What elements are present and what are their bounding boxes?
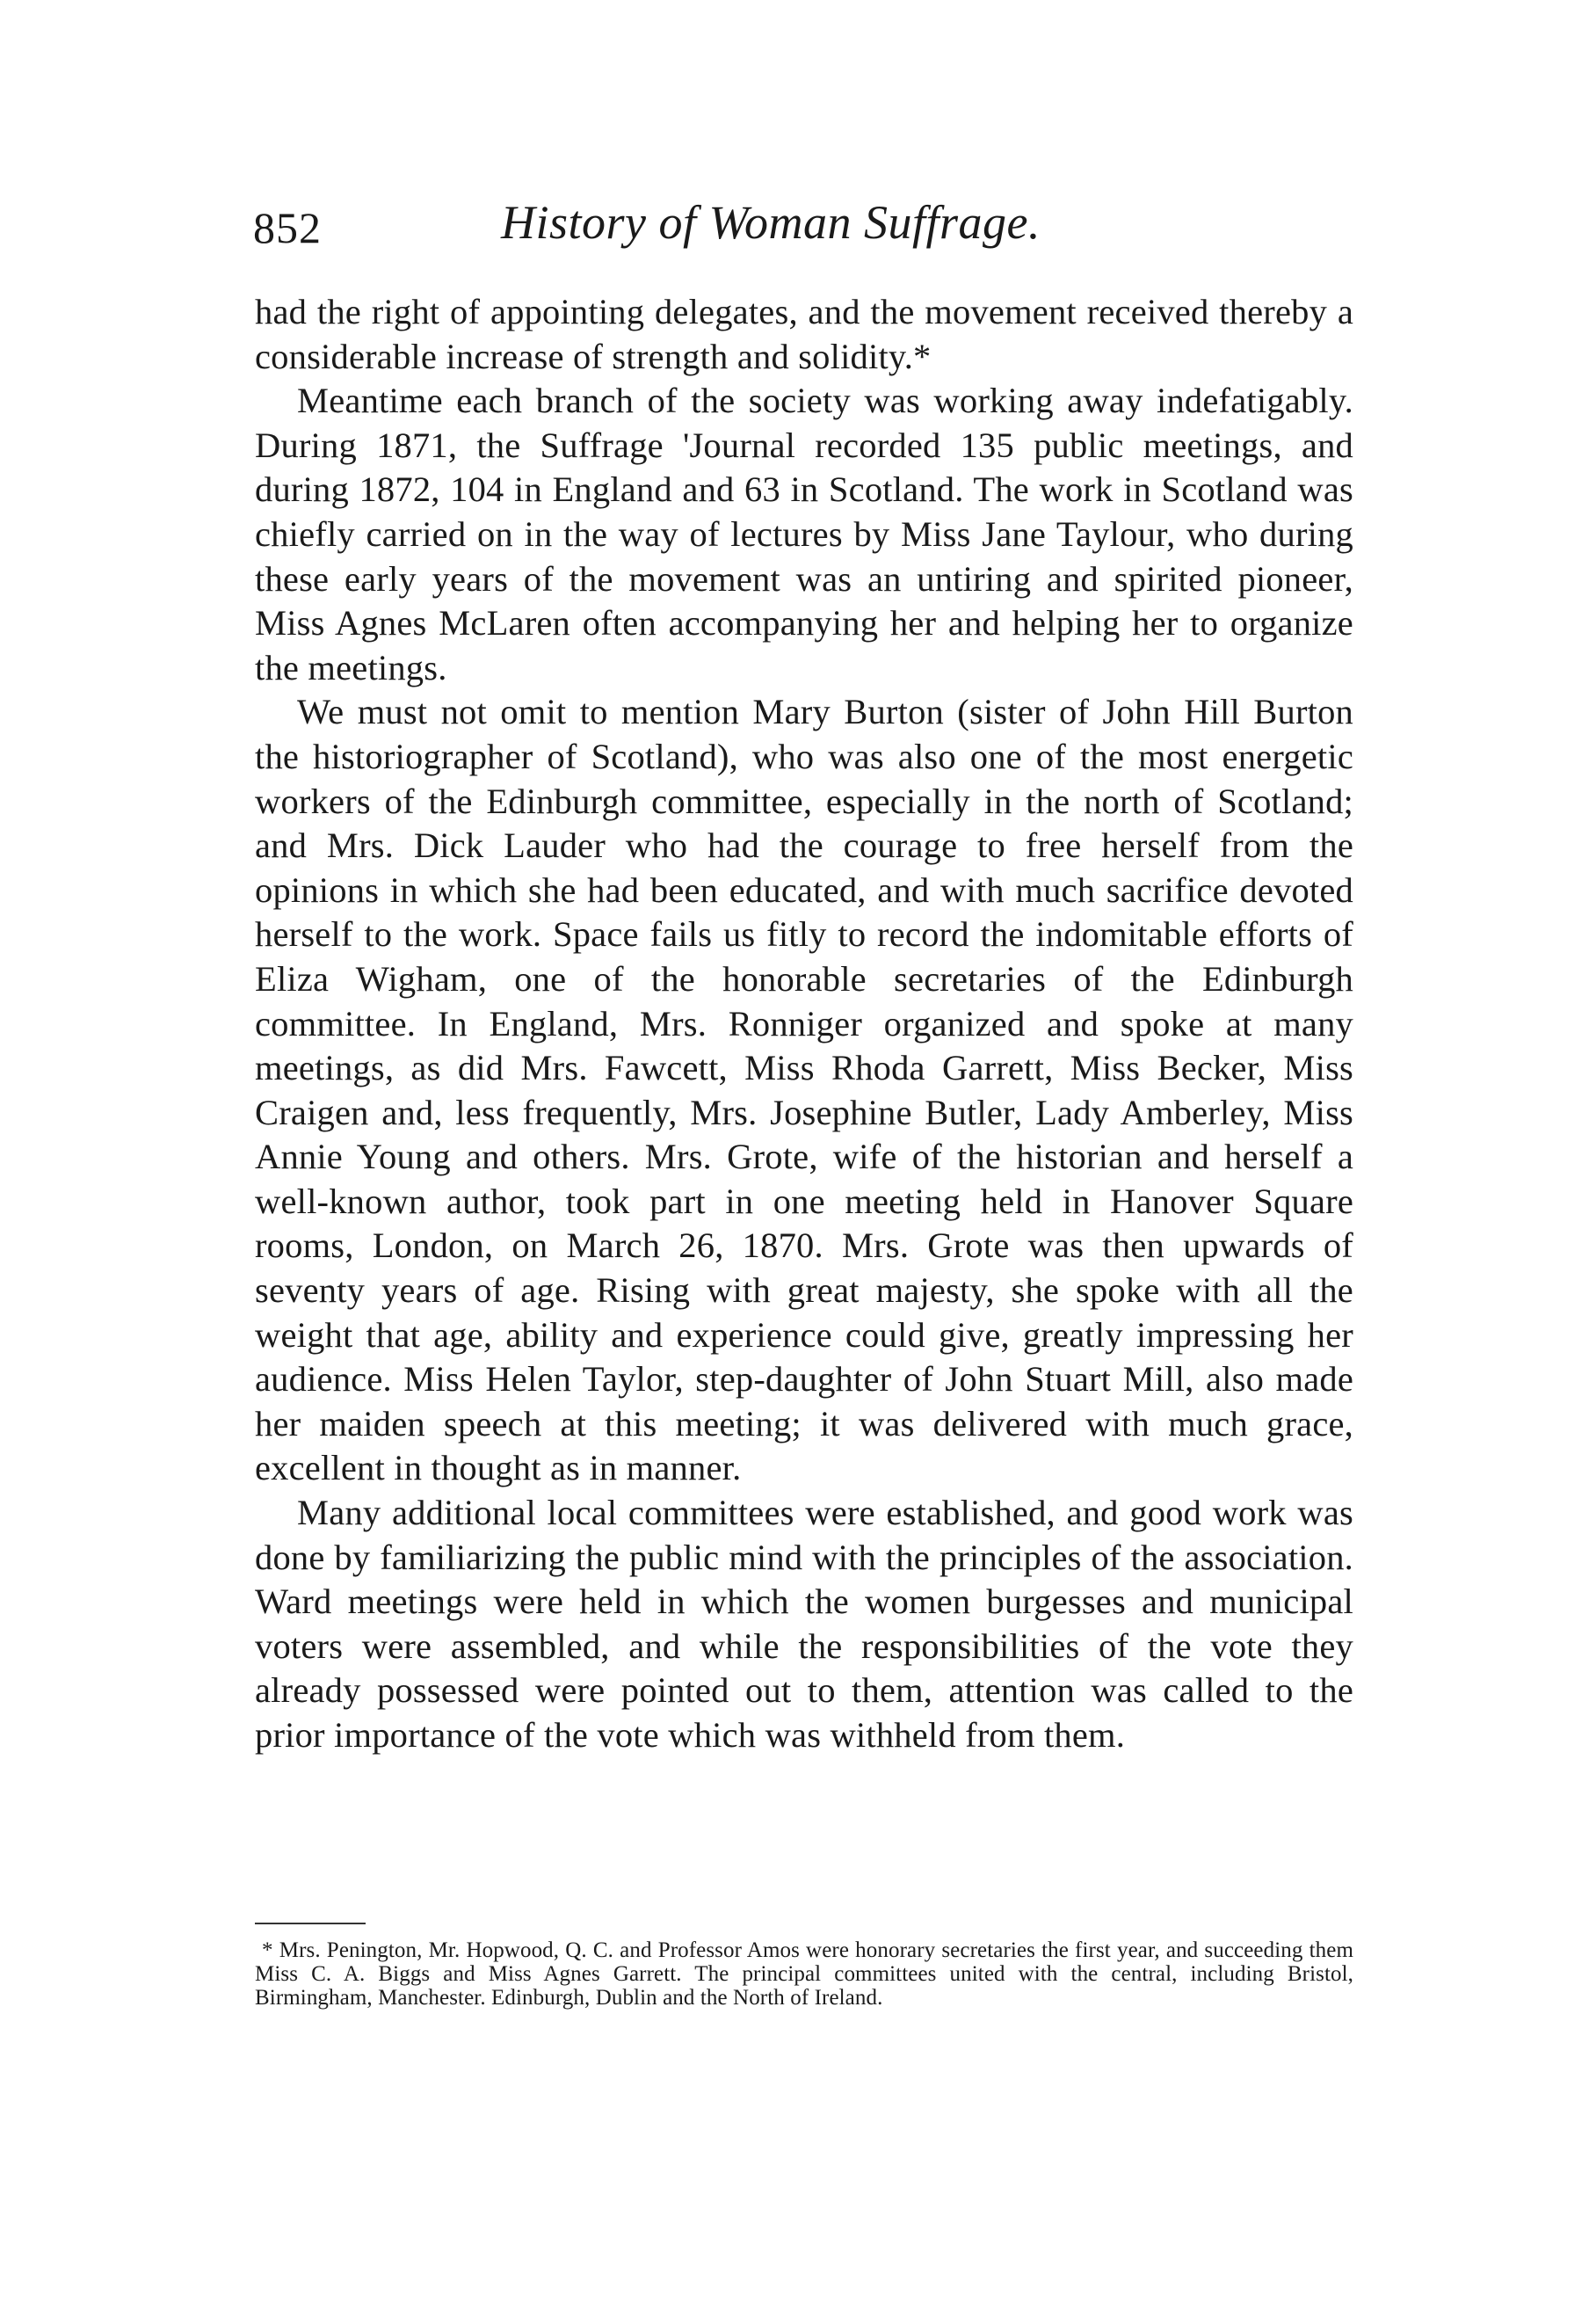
footnote-text: * Mrs. Penington, Mr. Hopwood, Q. C. and Professor Amos were honorary secretaries the first year, and succeeding them Miss C. A. Biggs and Miss Agnes Garrett. The principal committees united with the central, including Bristol, Birmingham, Manchester. Edinburgh, Dublin and the North of Ireland. bbox=[255, 1938, 1353, 2010]
page-number: 852 bbox=[253, 203, 322, 252]
page-header bbox=[253, 195, 1360, 265]
paragraph-branch-work: Meantime each branch of the society was working away indefatigably. During 1871, the Suffrage 'Journal recorded 135 public meetings, and during 1872, 104 in England and 63 in Scotland. The work in Scotland was chiefly carried on in the way of lectures by Miss Jane Taylour, who during these early years of the movement was an untiring and spirited pioneer, Miss Agnes McLaren often accompanying her and helping her to organize the meetings. bbox=[255, 381, 1353, 687]
paragraph-local-committees: Many additional local committees were established, and good work was done by familiarizing the public mind with the principles of the association. Ward meetings were held in which the women burgesses and municipal voters were assembled, and while the responsibilities of the vote they already possessed were pointed out to them, attention was called to the prior importance of the vote which was withheld from them. bbox=[255, 1493, 1353, 1755]
footnote-divider bbox=[255, 1923, 366, 1924]
footnote bbox=[255, 1938, 1353, 2010]
paragraph-continued: had the right of appointing delegates, and the movement received thereby a considerable increase of strength and solidity.* bbox=[255, 292, 1353, 376]
body-text bbox=[255, 290, 1353, 1758]
paragraph-workers: We must not omit to mention Mary Burton (sister of John Hill Burton the historiographer of Scotland), who was also one of the most energetic workers of the Edinburgh committee, especially in the north of Scotland; and Mrs. Dick Lauder who had the courage to free herself from the opinions in which she had been educated, and with much sacrifice devoted herself to the work. Space fails us fitly to record the indomitable efforts of Eliza Wigham, one of the honorable secretaries of the Edinburgh committee. In England, Mrs. Ronniger organized and spoke at many meetings, as did Mrs. Fawcett, Miss Rhoda Garrett, Miss Becker, Miss Craigen and, less frequently, Mrs. Josephine Butler, Lady Amberley, Miss Annie Young and others. Mrs. Grote, wife of the historian and herself a well-known author, took part in one meeting held in Hanover Square rooms, London, on March 26, 1870. Mrs. Grote was then upwards of seventy years of age. Rising with great majesty, she spoke with all the weight that age, ability and experience could give, greatly impressing her audience. Miss Helen Taylor, step-daughter of John Stuart Mill, also made her maiden speech at this meeting; it was delivered with much grace, excellent in thought as in manner. bbox=[255, 692, 1353, 1488]
running-title: History of Woman Suffrage. bbox=[501, 196, 1041, 249]
